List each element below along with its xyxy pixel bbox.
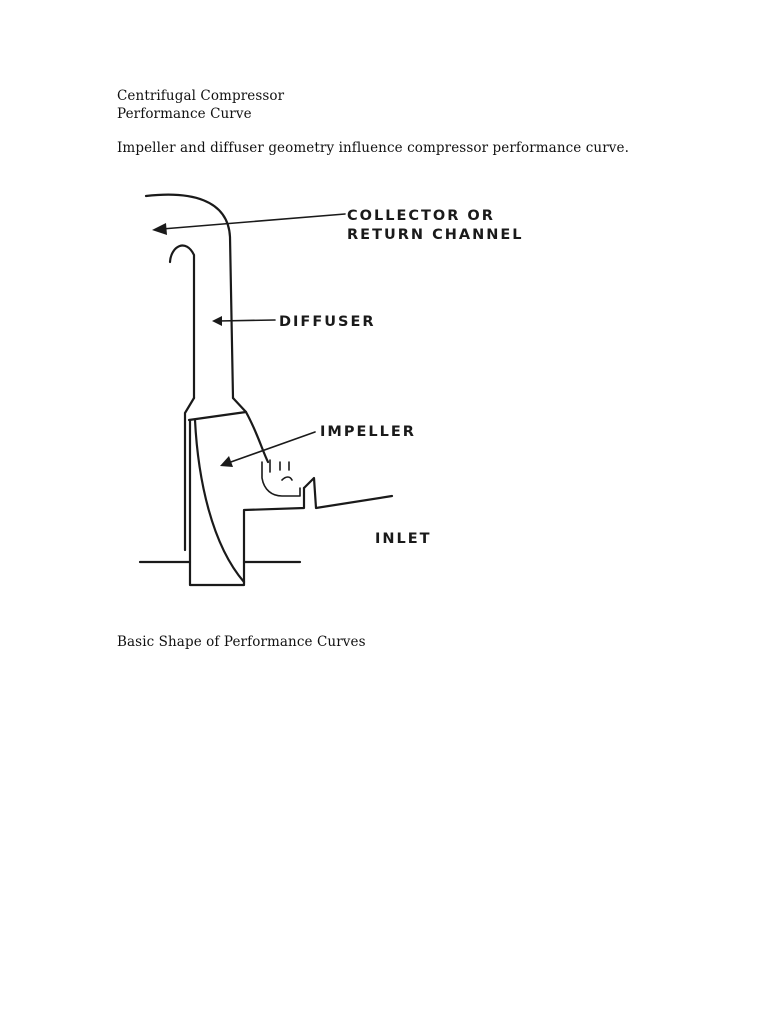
diffuser-flare-right (233, 398, 246, 412)
collector-inner-hook (170, 246, 194, 398)
collector-label-line-1: COLLECTOR OR (347, 208, 495, 224)
document-title-line-2: Performance Curve (117, 106, 252, 122)
inlet-casing (304, 478, 392, 508)
collector-arrowhead (152, 223, 167, 235)
diffuser-arrowhead (212, 316, 222, 326)
impeller-leader-line (228, 432, 315, 463)
diffuser-label: DIFFUSER (279, 314, 376, 330)
impeller-blade-curve (195, 420, 244, 582)
collector-outer-wall (146, 195, 233, 398)
labyrinth-seal (262, 460, 300, 496)
collector-leader-line (162, 214, 345, 229)
impeller-label: IMPELLER (320, 424, 416, 440)
impeller-shroud (189, 412, 268, 462)
document-title-line-1: Centrifugal Compressor (117, 88, 285, 104)
inlet-label: INLET (375, 531, 432, 547)
diffuser-leader-line (218, 320, 275, 321)
section-heading: Basic Shape of Performance Curves (117, 634, 366, 650)
collector-label-line-2: RETURN CHANNEL (347, 227, 524, 243)
intro-paragraph: Impeller and diffuser geometry influence compressor performance curve. (117, 140, 629, 156)
